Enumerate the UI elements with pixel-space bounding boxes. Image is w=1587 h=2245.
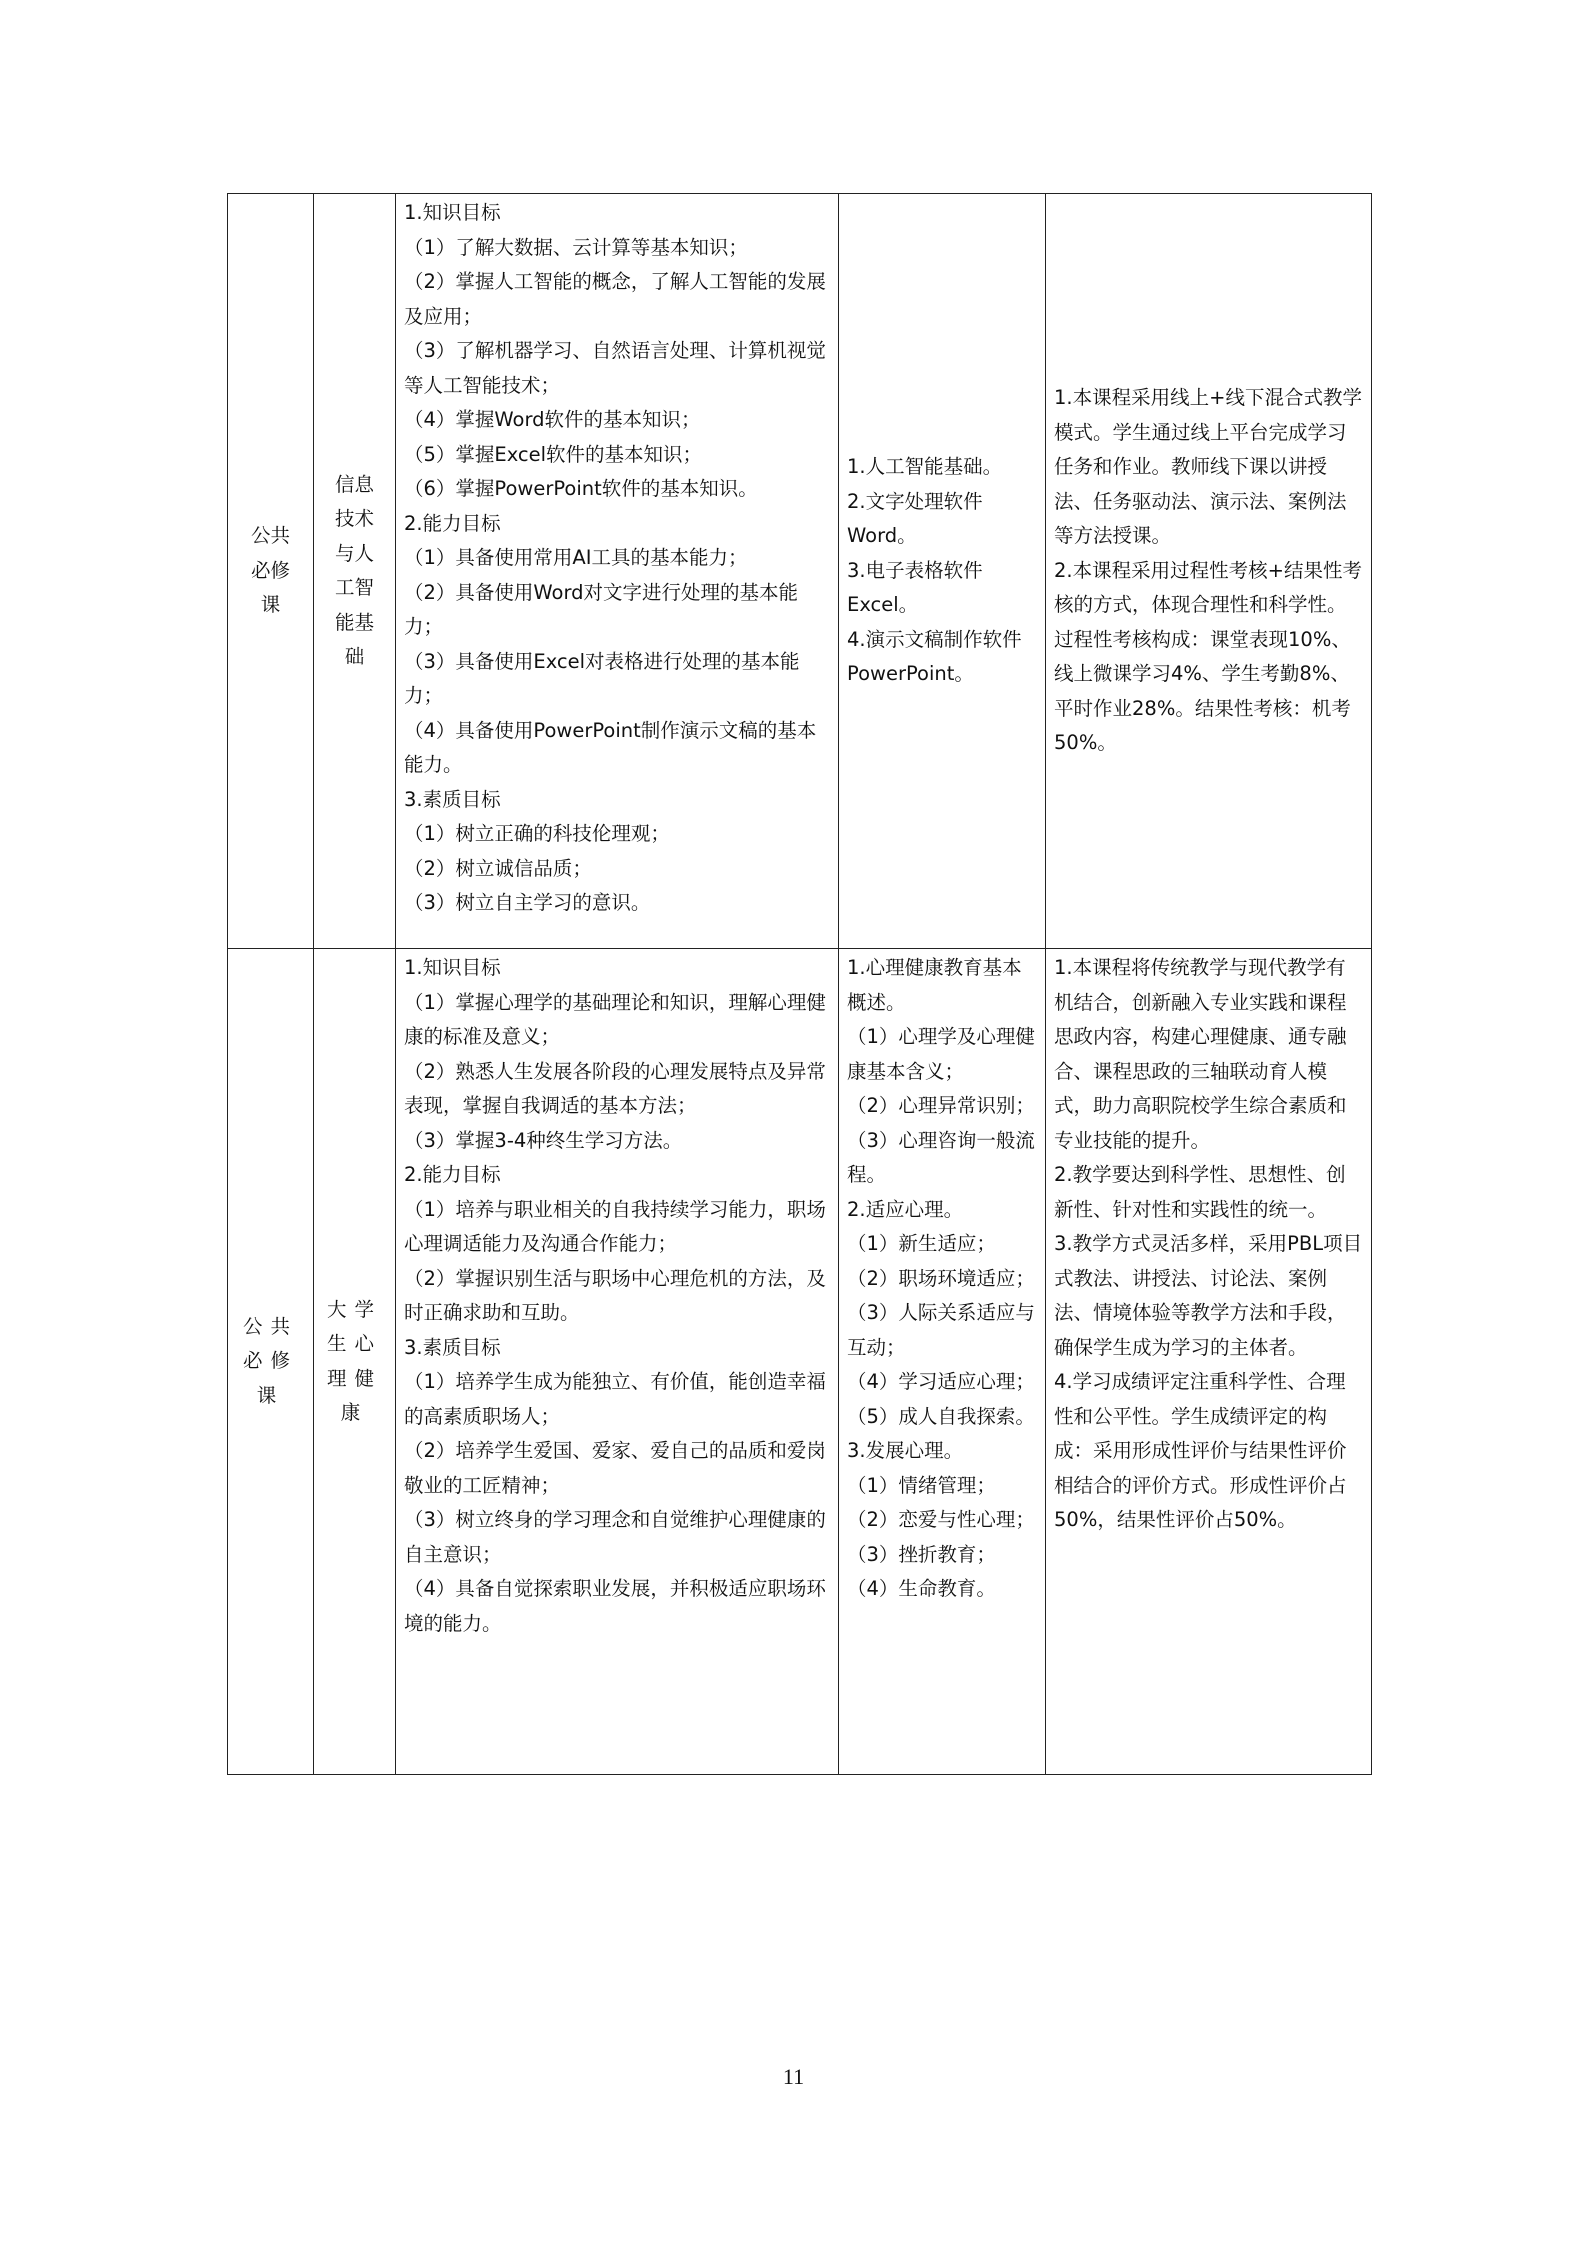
objective-line: （2）熟悉人生发展各阶段的心理发展特点及异常表现，掌握自我调适的基本方法； bbox=[404, 1059, 826, 1117]
requirement-line: 1.本课程将传统教学与现代教学有机结合，创新融入专业实践和课程思政内容，构建心理健康、通专融合、课程思政的三轴联动育人模式，助力高职院校学生综合素质和专业技能的提升。 bbox=[1054, 956, 1347, 1152]
objectives-cell bbox=[396, 949, 839, 1775]
content-line: （3）人际关系适应与互动； bbox=[847, 1301, 1035, 1359]
objective-line: （1）树立正确的科技伦理观； bbox=[404, 822, 670, 845]
content-line: （3）心理咨询一般流程。 bbox=[847, 1128, 1035, 1186]
objective-line: 3.素质目标 bbox=[404, 787, 501, 811]
objective-line: （4）具备使用PowerPoint制作演示文稿的基本能力。 bbox=[404, 718, 817, 776]
content-line: （4）学习适应心理； bbox=[847, 1370, 1035, 1393]
content-line: （2）恋爱与性心理； bbox=[847, 1508, 1035, 1531]
course-category-cell bbox=[228, 194, 314, 949]
objective-line: 2.能力目标 bbox=[404, 1163, 501, 1186]
course-name: 大学生心理健康 bbox=[326, 1297, 382, 1424]
content-line: （1）情绪管理； bbox=[847, 1473, 996, 1497]
content-line: （4）生命教育。 bbox=[847, 1577, 996, 1600]
content-line: （3）挫折教育； bbox=[847, 1542, 996, 1566]
course-row-psychology bbox=[228, 949, 1372, 1775]
course-category-cell bbox=[228, 949, 314, 1775]
requirements-cell bbox=[1046, 949, 1372, 1775]
content-line: 1.心理健康教育基本概述。 bbox=[847, 956, 1022, 1014]
objective-line: （3）具备使用Excel对表格进行处理的基本能力； bbox=[404, 649, 800, 707]
objective-line: （1）掌握心理学的基础理论和知识，理解心理健康的标准及意义； bbox=[404, 990, 826, 1048]
content-line: （1）新生适应； bbox=[847, 1232, 996, 1255]
objective-line: （3）树立终身的学习理念和自觉维护心理健康的自主意识； bbox=[404, 1508, 826, 1566]
content-line: 3.发展心理。 bbox=[847, 1439, 964, 1462]
course-name-cell bbox=[314, 949, 396, 1775]
objective-line: （1）培养学生成为能独立、有价值，能创造幸福的高素质职场人； bbox=[404, 1370, 826, 1428]
objective-line: （2）掌握人工智能的概念，了解人工智能的发展及应用； bbox=[404, 270, 826, 328]
content-line: （2）职场环境适应； bbox=[847, 1266, 1035, 1290]
contents-cell bbox=[839, 949, 1046, 1775]
requirement-line: 2.教学要达到科学性、思想性、创新性、针对性和实践性的统一。 bbox=[1054, 1163, 1346, 1221]
objective-line: （4）具备自觉探索职业发展，并积极适应职场环境的能力。 bbox=[404, 1577, 826, 1635]
objective-line: （6）掌握PowerPoint软件的基本知识。 bbox=[404, 477, 758, 500]
objective-line: （1）了解大数据、云计算等基本知识； bbox=[404, 235, 748, 259]
objective-line: 2.能力目标 bbox=[404, 511, 501, 535]
objective-line: （3）树立自主学习的意识。 bbox=[404, 891, 651, 914]
objective-line: （1）培养与职业相关的自我持续学习能力，职场心理调适能力及沟通合作能力； bbox=[404, 1197, 826, 1255]
objective-line: （3）掌握3-4种终生学习方法。 bbox=[404, 1128, 683, 1152]
contents-cell bbox=[839, 194, 1046, 949]
content-line: （1）心理学及心理健康基本含义； bbox=[847, 1025, 1035, 1083]
objective-line: （2）具备使用Word对文字进行处理的基本能力； bbox=[404, 580, 799, 638]
requirement-line: 4.学习成绩评定注重科学性、合理性和公平性。学生成绩评定的构成：采用形成性评价与结果性评价相结合的评价方式。形成性评价占50%，结果性评价占50%。 bbox=[1054, 1370, 1347, 1531]
objectives-cell bbox=[396, 194, 839, 949]
requirements-cell bbox=[1046, 194, 1372, 949]
course-category: 公共必修课 bbox=[250, 524, 290, 617]
content-line: 1.人工智能基础。 bbox=[847, 455, 1003, 479]
objective-line: 3.素质目标 bbox=[404, 1335, 501, 1359]
objective-line: 1.知识目标 bbox=[404, 201, 501, 224]
objective-line: （4）掌握Word软件的基本知识； bbox=[404, 408, 701, 431]
content-line: 3.电子表格软件Excel。 bbox=[847, 558, 983, 617]
content-line: 4.演示文稿制作软件PowerPoint。 bbox=[847, 627, 1022, 686]
objective-line: （2）培养学生爱国、爱家、爱自己的品质和爱岗敬业的工匠精神； bbox=[404, 1439, 826, 1497]
page-number: 11 bbox=[782, 2064, 805, 2089]
requirement-line: 1.本课程采用线上+线下混合式教学模式。学生通过线上平台完成学习任务和作业。教师线下课以讲授法、任务驱动法、演示法、案例法等方法授课。 bbox=[1054, 386, 1362, 548]
course-row-info-tech bbox=[228, 194, 1372, 949]
course-category: 公共必修课 bbox=[242, 1314, 298, 1407]
objective-line: （2）掌握识别生活与职场中心理危机的方法，及时正确求助和互助。 bbox=[404, 1266, 826, 1324]
course-table bbox=[227, 193, 1372, 1775]
objective-line: （1）具备使用常用AI工具的基本能力； bbox=[404, 546, 748, 569]
requirement-line: 3.教学方式灵活多样，采用PBL项目式教法、讲授法、讨论法、案例法、情境体验等教学方法和手段，确保学生成为学习的主体者。 bbox=[1054, 1232, 1363, 1359]
course-name: 信息技术与人工智能基础 bbox=[334, 472, 374, 668]
objective-line: （2）树立诚信品质； bbox=[404, 856, 592, 880]
objective-line: 1.知识目标 bbox=[404, 956, 501, 979]
content-line: （2）心理异常识别； bbox=[847, 1094, 1035, 1117]
course-name-cell bbox=[314, 194, 396, 949]
objective-line: （3）了解机器学习、自然语言处理、计算机视觉等人工智能技术； bbox=[404, 339, 826, 397]
objective-line: （5）掌握Excel软件的基本知识； bbox=[404, 442, 703, 466]
requirement-line: 2.本课程采用过程性考核+结果性考核的方式，体现合理性和科学性。过程性考核构成：课堂表现10%、线上微课学习4%、学生考勤8%、平时作业28%。结果性考核：机考50%。 bbox=[1054, 558, 1362, 755]
content-line: （5）成人自我探索。 bbox=[847, 1404, 1035, 1428]
content-line: 2.适应心理。 bbox=[847, 1197, 964, 1221]
content-line: 2.文字处理软件Word。 bbox=[847, 489, 983, 548]
